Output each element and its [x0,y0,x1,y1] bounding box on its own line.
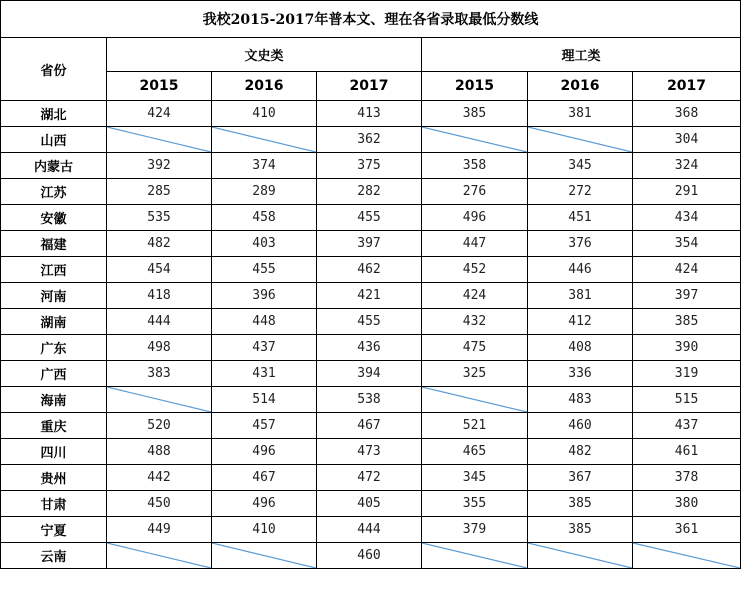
diagonal-slash-icon [212,127,316,152]
science-score-cell: 385 [528,491,633,517]
science-score-cell: 390 [633,335,741,361]
science-score-cell: 452 [422,257,528,283]
arts-score-cell: 454 [107,257,212,283]
science-score-cell: 432 [422,309,528,335]
arts-score-cell: 405 [317,491,422,517]
diagonal-slash-icon [528,127,632,152]
arts-score-cell: 413 [317,101,422,127]
empty-diagonal-cell [422,387,528,413]
arts-score-cell: 437 [212,335,317,361]
science-score-cell: 515 [633,387,741,413]
science-score-cell: 521 [422,413,528,439]
arts-score-cell: 496 [212,491,317,517]
empty-diagonal-cell [422,543,528,569]
arts-score-cell: 444 [317,517,422,543]
science-score-cell: 447 [422,231,528,257]
arts-score-cell: 421 [317,283,422,309]
table-row [1,517,741,543]
diagonal-slash-icon [528,543,632,568]
arts-score-cell: 467 [212,465,317,491]
arts-score-cell: 362 [317,127,422,153]
arts-score-cell: 431 [212,361,317,387]
arts-score-cell: 444 [107,309,212,335]
science-score-cell: 345 [422,465,528,491]
science-score-cell: 424 [422,283,528,309]
arts-score-cell: 535 [107,205,212,231]
table-row [1,465,741,491]
table-row [1,101,741,127]
arts-score-cell: 520 [107,413,212,439]
province-cell: 贵州 [1,465,107,491]
arts-year-header: 2015 [107,72,212,101]
science-score-cell: 361 [633,517,741,543]
empty-diagonal-cell [633,543,741,569]
arts-score-cell: 392 [107,153,212,179]
arts-score-cell: 383 [107,361,212,387]
arts-score-cell: 418 [107,283,212,309]
arts-score-cell: 374 [212,153,317,179]
province-cell: 宁夏 [1,517,107,543]
arts-score-cell: 482 [107,231,212,257]
arts-score-cell: 449 [107,517,212,543]
arts-year-header: 2016 [212,72,317,101]
science-score-cell: 276 [422,179,528,205]
science-score-cell: 345 [528,153,633,179]
arts-score-cell: 410 [212,101,317,127]
science-year-header: 2017 [633,72,741,101]
province-cell: 湖南 [1,309,107,335]
arts-score-cell: 496 [212,439,317,465]
diagonal-slash-icon [107,543,211,568]
science-score-cell: 304 [633,127,741,153]
province-cell: 内蒙古 [1,153,107,179]
arts-group-header: 文史类 [107,38,422,72]
science-score-cell: 376 [528,231,633,257]
diagonal-slash-icon [422,127,527,152]
diagonal-slash-icon [422,387,527,412]
arts-score-cell: 460 [317,543,422,569]
science-score-cell: 381 [528,101,633,127]
science-score-cell: 385 [422,101,528,127]
province-cell: 四川 [1,439,107,465]
province-cell: 山西 [1,127,107,153]
empty-diagonal-cell [528,543,633,569]
arts-score-cell: 424 [107,101,212,127]
science-score-cell: 482 [528,439,633,465]
science-score-cell: 437 [633,413,741,439]
arts-score-cell: 396 [212,283,317,309]
province-cell: 湖北 [1,101,107,127]
province-cell: 云南 [1,543,107,569]
science-score-cell: 397 [633,283,741,309]
science-score-cell: 496 [422,205,528,231]
table-row [1,413,741,439]
arts-year-header: 2017 [317,72,422,101]
table-row [1,153,741,179]
science-score-cell: 358 [422,153,528,179]
science-year-header: 2016 [528,72,633,101]
province-cell: 河南 [1,283,107,309]
science-score-cell: 465 [422,439,528,465]
empty-diagonal-cell [107,543,212,569]
arts-score-cell: 462 [317,257,422,283]
table-row [1,309,741,335]
table-row [1,127,741,153]
arts-score-cell: 514 [212,387,317,413]
science-score-cell: 378 [633,465,741,491]
arts-score-cell: 538 [317,387,422,413]
science-score-cell: 385 [633,309,741,335]
science-score-cell: 336 [528,361,633,387]
province-cell: 广东 [1,335,107,361]
table-row [1,543,741,569]
arts-score-cell: 448 [212,309,317,335]
table-row [1,257,741,283]
science-score-cell: 451 [528,205,633,231]
arts-score-cell: 436 [317,335,422,361]
science-score-cell: 367 [528,465,633,491]
table-row [1,231,741,257]
province-cell: 重庆 [1,413,107,439]
science-group-header: 理工类 [422,38,741,72]
table-row [1,361,741,387]
arts-score-cell: 397 [317,231,422,257]
empty-diagonal-cell [528,127,633,153]
province-cell: 福建 [1,231,107,257]
table-row [1,491,741,517]
arts-score-cell: 450 [107,491,212,517]
science-score-cell: 381 [528,283,633,309]
science-score-cell: 412 [528,309,633,335]
arts-score-cell: 403 [212,231,317,257]
table-row [1,335,741,361]
science-score-cell: 434 [633,205,741,231]
science-score-cell: 475 [422,335,528,361]
empty-diagonal-cell [212,543,317,569]
science-score-cell: 368 [633,101,741,127]
arts-score-cell: 457 [212,413,317,439]
table-row [1,205,741,231]
province-cell: 甘肃 [1,491,107,517]
arts-score-cell: 467 [317,413,422,439]
arts-score-cell: 472 [317,465,422,491]
empty-diagonal-cell [107,127,212,153]
arts-score-cell: 455 [317,205,422,231]
science-score-cell: 461 [633,439,741,465]
diagonal-slash-icon [107,127,211,152]
arts-score-cell: 375 [317,153,422,179]
arts-score-cell: 455 [212,257,317,283]
province-header: 省份 [1,38,107,101]
province-cell: 江西 [1,257,107,283]
science-score-cell: 424 [633,257,741,283]
science-score-cell: 385 [528,517,633,543]
table-row [1,387,741,413]
table-row [1,439,741,465]
table-body [1,101,741,569]
province-cell: 海南 [1,387,107,413]
arts-score-cell: 289 [212,179,317,205]
province-cell: 安徽 [1,205,107,231]
science-score-cell: 291 [633,179,741,205]
table-row [1,283,741,309]
table-title: 我校2015-2017年普本文、理在各省录取最低分数线 [1,1,741,38]
science-score-cell: 355 [422,491,528,517]
science-year-header: 2015 [422,72,528,101]
arts-score-cell: 410 [212,517,317,543]
science-score-cell: 354 [633,231,741,257]
arts-score-cell: 282 [317,179,422,205]
arts-score-cell: 488 [107,439,212,465]
empty-diagonal-cell [107,387,212,413]
province-cell: 江苏 [1,179,107,205]
arts-score-cell: 285 [107,179,212,205]
science-score-cell: 319 [633,361,741,387]
arts-score-cell: 458 [212,205,317,231]
arts-score-cell: 473 [317,439,422,465]
empty-diagonal-cell [212,127,317,153]
science-score-cell: 446 [528,257,633,283]
diagonal-slash-icon [107,387,211,412]
science-score-cell: 325 [422,361,528,387]
science-score-cell: 379 [422,517,528,543]
science-score-cell: 460 [528,413,633,439]
diagonal-slash-icon [212,543,316,568]
science-score-cell: 380 [633,491,741,517]
province-cell: 广西 [1,361,107,387]
science-score-cell: 408 [528,335,633,361]
table-row [1,179,741,205]
science-score-cell: 483 [528,387,633,413]
empty-diagonal-cell [422,127,528,153]
diagonal-slash-icon [422,543,527,568]
arts-score-cell: 498 [107,335,212,361]
arts-score-cell: 442 [107,465,212,491]
science-score-cell: 272 [528,179,633,205]
arts-score-cell: 394 [317,361,422,387]
diagonal-slash-icon [633,543,740,568]
science-score-cell: 324 [633,153,741,179]
arts-score-cell: 455 [317,309,422,335]
